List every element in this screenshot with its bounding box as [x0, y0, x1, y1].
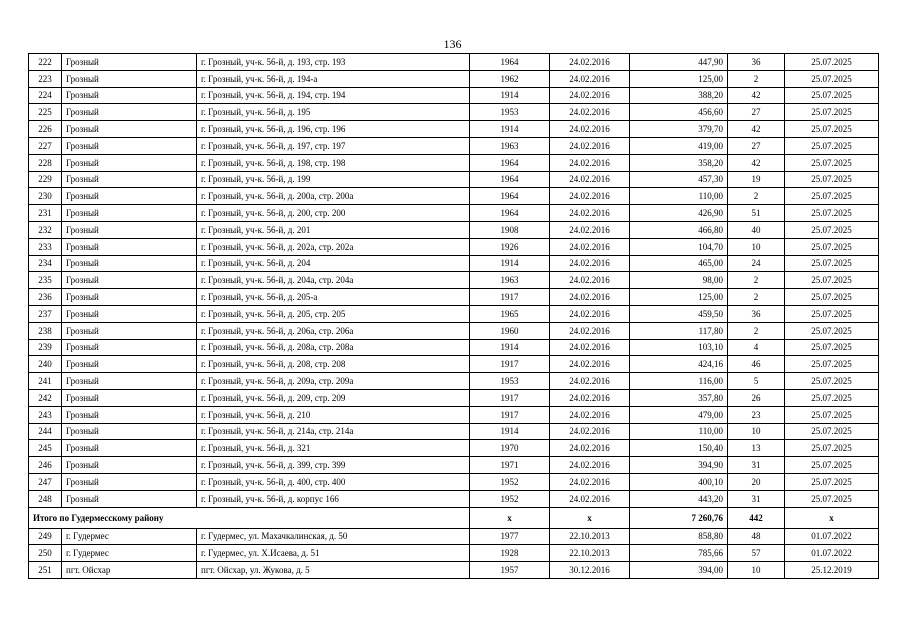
- construction-year-cell: 1964: [470, 205, 550, 222]
- address-cell: г. Грозный, уч-к. 56-й, д. 195: [197, 104, 470, 121]
- construction-year-cell: 1908: [470, 221, 550, 238]
- address-cell: г. Грозный, уч-к. 56-й, д. 206а, стр. 206а: [197, 322, 470, 339]
- residents-cell: 10: [728, 423, 785, 440]
- construction-year-cell: 1965: [470, 305, 550, 322]
- row-number-cell: 233: [29, 238, 62, 255]
- settlement-cell: Грозный: [62, 339, 197, 356]
- area-cell: 150,40: [630, 440, 728, 457]
- row-number-cell: 250: [29, 545, 62, 562]
- resettlement-deadline-cell: 25.07.2025: [785, 289, 879, 306]
- total-deadline: x: [785, 507, 879, 528]
- table-row: [29, 54, 879, 71]
- residents-cell: 40: [728, 221, 785, 238]
- table-row: [29, 205, 879, 222]
- residents-cell: 57: [728, 545, 785, 562]
- total-label: Итого по Гудермесскому району: [29, 507, 470, 528]
- resettlement-deadline-cell: 25.07.2025: [785, 440, 879, 457]
- residents-cell: 10: [728, 562, 785, 579]
- settlement-cell: Грозный: [62, 305, 197, 322]
- recognition-date-cell: 24.02.2016: [550, 406, 630, 423]
- row-number-cell: 234: [29, 255, 62, 272]
- area-cell: 104,70: [630, 238, 728, 255]
- residents-cell: 19: [728, 171, 785, 188]
- residents-cell: 4: [728, 339, 785, 356]
- address-cell: г. Грозный, уч-к. 56-й, д. 204а, стр. 204а: [197, 272, 470, 289]
- resettlement-deadline-cell: 01.07.2022: [785, 545, 879, 562]
- area-cell: 459,50: [630, 305, 728, 322]
- table-row: [29, 137, 879, 154]
- row-number-cell: 232: [29, 221, 62, 238]
- settlement-cell: Грозный: [62, 255, 197, 272]
- construction-year-cell: 1960: [470, 322, 550, 339]
- table-row: [29, 154, 879, 171]
- table-row: [29, 171, 879, 188]
- construction-year-cell: 1917: [470, 289, 550, 306]
- table-row: [29, 373, 879, 390]
- residents-cell: 31: [728, 490, 785, 507]
- row-number-cell: 237: [29, 305, 62, 322]
- table-row: [29, 322, 879, 339]
- total-area: 7 260,76: [630, 507, 728, 528]
- area-cell: 98,00: [630, 272, 728, 289]
- area-cell: 424,16: [630, 356, 728, 373]
- address-cell: г. Грозный, уч-к. 56-й, д. 214а, стр. 214а: [197, 423, 470, 440]
- resettlement-deadline-cell: 25.07.2025: [785, 457, 879, 474]
- address-cell: г. Грозный, уч-к. 56-й, д. 209а, стр. 209а: [197, 373, 470, 390]
- recognition-date-cell: 24.02.2016: [550, 54, 630, 71]
- settlement-cell: Грозный: [62, 289, 197, 306]
- row-number-cell: 235: [29, 272, 62, 289]
- area-cell: 394,90: [630, 457, 728, 474]
- row-number-cell: 226: [29, 121, 62, 138]
- residents-cell: 13: [728, 440, 785, 457]
- area-cell: 479,00: [630, 406, 728, 423]
- row-number-cell: 227: [29, 137, 62, 154]
- residents-cell: 36: [728, 305, 785, 322]
- construction-year-cell: 1928: [470, 545, 550, 562]
- settlement-cell: Грозный: [62, 87, 197, 104]
- settlement-cell: Грозный: [62, 322, 197, 339]
- resettlement-deadline-cell: 25.07.2025: [785, 70, 879, 87]
- residents-cell: 24: [728, 255, 785, 272]
- resettlement-deadline-cell: 25.07.2025: [785, 154, 879, 171]
- construction-year-cell: 1964: [470, 188, 550, 205]
- row-number-cell: 247: [29, 473, 62, 490]
- row-number-cell: 249: [29, 528, 62, 545]
- recognition-date-cell: 24.02.2016: [550, 389, 630, 406]
- settlement-cell: Грозный: [62, 205, 197, 222]
- construction-year-cell: 1963: [470, 272, 550, 289]
- table-row: [29, 255, 879, 272]
- resettlement-deadline-cell: 25.07.2025: [785, 305, 879, 322]
- resettlement-deadline-cell: 25.07.2025: [785, 373, 879, 390]
- row-number-cell: 228: [29, 154, 62, 171]
- area-cell: 379,70: [630, 121, 728, 138]
- row-number-cell: 244: [29, 423, 62, 440]
- area-cell: 466,80: [630, 221, 728, 238]
- area-cell: 125,00: [630, 289, 728, 306]
- settlement-cell: Грозный: [62, 272, 197, 289]
- recognition-date-cell: 24.02.2016: [550, 205, 630, 222]
- address-cell: г. Грозный, уч-к. 56-й, д. 209, стр. 209: [197, 389, 470, 406]
- address-cell: г. Гудермес, ул. Х.Исаева, д. 51: [197, 545, 470, 562]
- construction-year-cell: 1964: [470, 171, 550, 188]
- recognition-date-cell: 24.02.2016: [550, 490, 630, 507]
- address-cell: г. Грозный, уч-к. 56-й, д. 200, стр. 200: [197, 205, 470, 222]
- table-row: [29, 562, 879, 579]
- table-row: [29, 221, 879, 238]
- recognition-date-cell: 24.02.2016: [550, 104, 630, 121]
- area-cell: 400,10: [630, 473, 728, 490]
- recognition-date-cell: 24.02.2016: [550, 356, 630, 373]
- resettlement-deadline-cell: 01.07.2022: [785, 528, 879, 545]
- residents-cell: 2: [728, 272, 785, 289]
- resettlement-deadline-cell: 25.07.2025: [785, 322, 879, 339]
- construction-year-cell: 1964: [470, 154, 550, 171]
- area-cell: 116,00: [630, 373, 728, 390]
- settlement-cell: Грозный: [62, 188, 197, 205]
- address-cell: г. Грозный, уч-к. 56-й, д. 204: [197, 255, 470, 272]
- table-body-before: [29, 54, 879, 508]
- settlement-cell: Грозный: [62, 171, 197, 188]
- address-cell: г. Гудермес, ул. Махачкалинская, д. 50: [197, 528, 470, 545]
- settlement-cell: Грозный: [62, 423, 197, 440]
- area-cell: 357,80: [630, 389, 728, 406]
- recognition-date-cell: 24.02.2016: [550, 423, 630, 440]
- row-number-cell: 242: [29, 389, 62, 406]
- table-row: [29, 305, 879, 322]
- recognition-date-cell: 24.02.2016: [550, 137, 630, 154]
- recognition-date-cell: 24.02.2016: [550, 440, 630, 457]
- settlement-cell: Грозный: [62, 473, 197, 490]
- construction-year-cell: 1926: [470, 238, 550, 255]
- address-cell: г. Грозный, уч-к. 56-й, д. 399, стр. 399: [197, 457, 470, 474]
- residents-cell: 23: [728, 406, 785, 423]
- construction-year-cell: 1914: [470, 121, 550, 138]
- total-residents: 442: [728, 507, 785, 528]
- residents-cell: 27: [728, 137, 785, 154]
- row-number-cell: 229: [29, 171, 62, 188]
- construction-year-cell: 1970: [470, 440, 550, 457]
- recognition-date-cell: 22.10.2013: [550, 545, 630, 562]
- settlement-cell: Грозный: [62, 406, 197, 423]
- resettlement-deadline-cell: 25.07.2025: [785, 339, 879, 356]
- address-cell: г. Грозный, уч-к. 56-й, д. 208, стр. 208: [197, 356, 470, 373]
- table-row: [29, 389, 879, 406]
- resettlement-deadline-cell: 25.07.2025: [785, 221, 879, 238]
- table-row: [29, 121, 879, 138]
- resettlement-deadline-cell: 25.07.2025: [785, 121, 879, 138]
- table-row: [29, 545, 879, 562]
- construction-year-cell: 1952: [470, 490, 550, 507]
- address-cell: г. Грозный, уч-к. 56-й, д. 210: [197, 406, 470, 423]
- address-cell: г. Грозный, уч-к. 56-й, д. 205-а: [197, 289, 470, 306]
- row-number-cell: 236: [29, 289, 62, 306]
- resettlement-deadline-cell: 25.07.2025: [785, 423, 879, 440]
- construction-year-cell: 1917: [470, 389, 550, 406]
- recognition-date-cell: 24.02.2016: [550, 221, 630, 238]
- residents-cell: 46: [728, 356, 785, 373]
- table-row: [29, 528, 879, 545]
- residents-cell: 48: [728, 528, 785, 545]
- district-total-row: [29, 507, 879, 528]
- area-cell: 858,80: [630, 528, 728, 545]
- resettlement-deadline-cell: 25.07.2025: [785, 473, 879, 490]
- settlement-cell: Грозный: [62, 490, 197, 507]
- row-number-cell: 239: [29, 339, 62, 356]
- construction-year-cell: 1963: [470, 137, 550, 154]
- recognition-date-cell: 24.02.2016: [550, 154, 630, 171]
- residents-cell: 5: [728, 373, 785, 390]
- table-row: [29, 104, 879, 121]
- residents-cell: 20: [728, 473, 785, 490]
- settlement-cell: г. Гудермес: [62, 545, 197, 562]
- recognition-date-cell: 24.02.2016: [550, 473, 630, 490]
- residents-cell: 2: [728, 289, 785, 306]
- address-cell: г. Грозный, уч-к. 56-й, д. 202а, стр. 202а: [197, 238, 470, 255]
- resettlement-deadline-cell: 25.07.2025: [785, 490, 879, 507]
- area-cell: 110,00: [630, 423, 728, 440]
- construction-year-cell: 1917: [470, 356, 550, 373]
- address-cell: г. Грозный, уч-к. 56-й, д. 205, стр. 205: [197, 305, 470, 322]
- recognition-date-cell: 30.12.2016: [550, 562, 630, 579]
- row-number-cell: 251: [29, 562, 62, 579]
- page-number: 136: [443, 37, 462, 51]
- row-number-cell: 238: [29, 322, 62, 339]
- table-row: [29, 87, 879, 104]
- construction-year-cell: 1914: [470, 423, 550, 440]
- address-cell: г. Грозный, уч-к. 56-й, д. 400, стр. 400: [197, 473, 470, 490]
- address-cell: пгт. Ойсхар, ул. Жукова, д. 5: [197, 562, 470, 579]
- recognition-date-cell: 24.02.2016: [550, 373, 630, 390]
- construction-year-cell: 1957: [470, 562, 550, 579]
- recognition-date-cell: 24.02.2016: [550, 87, 630, 104]
- row-number-cell: 222: [29, 54, 62, 71]
- area-cell: 426,90: [630, 205, 728, 222]
- address-cell: г. Грозный, уч-к. 56-й, д. 199: [197, 171, 470, 188]
- table-row: [29, 440, 879, 457]
- area-cell: 125,00: [630, 70, 728, 87]
- row-number-cell: 246: [29, 457, 62, 474]
- area-cell: 110,00: [630, 188, 728, 205]
- area-cell: 394,00: [630, 562, 728, 579]
- resettlement-deadline-cell: 25.07.2025: [785, 104, 879, 121]
- settlement-cell: Грозный: [62, 389, 197, 406]
- row-number-cell: 230: [29, 188, 62, 205]
- address-cell: г. Грозный, уч-к. 56-й, д. 208а, стр. 208а: [197, 339, 470, 356]
- table-row: [29, 423, 879, 440]
- recognition-date-cell: 24.02.2016: [550, 121, 630, 138]
- row-number-cell: 223: [29, 70, 62, 87]
- construction-year-cell: 1962: [470, 70, 550, 87]
- row-number-cell: 231: [29, 205, 62, 222]
- address-cell: г. Грозный, уч-к. 56-й, д. 197, стр. 197: [197, 137, 470, 154]
- settlement-cell: Грозный: [62, 457, 197, 474]
- residents-cell: 42: [728, 87, 785, 104]
- resettlement-deadline-cell: 25.07.2025: [785, 87, 879, 104]
- area-cell: 456,60: [630, 104, 728, 121]
- address-cell: г. Грозный, уч-к. 56-й, д. 194-а: [197, 70, 470, 87]
- area-cell: 447,90: [630, 54, 728, 71]
- address-cell: г. Грозный, уч-к. 56-й, д. 196, стр. 196: [197, 121, 470, 138]
- table-body-after: [29, 528, 879, 578]
- resettlement-deadline-cell: 25.07.2025: [785, 255, 879, 272]
- address-cell: г. Грозный, уч-к. 56-й, д. 321: [197, 440, 470, 457]
- row-number-cell: 224: [29, 87, 62, 104]
- area-cell: 443,20: [630, 490, 728, 507]
- row-number-cell: 245: [29, 440, 62, 457]
- resettlement-deadline-cell: 25.07.2025: [785, 272, 879, 289]
- total-date: x: [550, 507, 630, 528]
- recognition-date-cell: 24.02.2016: [550, 171, 630, 188]
- residents-cell: 51: [728, 205, 785, 222]
- settlement-cell: Грозный: [62, 70, 197, 87]
- row-number-cell: 248: [29, 490, 62, 507]
- settlement-cell: г. Гудермес: [62, 528, 197, 545]
- table-row: [29, 473, 879, 490]
- residents-cell: 26: [728, 389, 785, 406]
- recognition-date-cell: 22.10.2013: [550, 528, 630, 545]
- recognition-date-cell: 24.02.2016: [550, 457, 630, 474]
- residents-cell: 36: [728, 54, 785, 71]
- table-row: [29, 238, 879, 255]
- residents-cell: 10: [728, 238, 785, 255]
- row-number-cell: 241: [29, 373, 62, 390]
- resettlement-deadline-cell: 25.07.2025: [785, 356, 879, 373]
- resettlement-deadline-cell: 25.07.2025: [785, 54, 879, 71]
- construction-year-cell: 1914: [470, 255, 550, 272]
- row-number-cell: 240: [29, 356, 62, 373]
- area-cell: 358,20: [630, 154, 728, 171]
- residents-cell: 31: [728, 457, 785, 474]
- residents-cell: 42: [728, 154, 785, 171]
- table-row: [29, 457, 879, 474]
- table-row: [29, 339, 879, 356]
- recognition-date-cell: 24.02.2016: [550, 238, 630, 255]
- residents-cell: 2: [728, 188, 785, 205]
- address-cell: г. Грозный, уч-к. 56-й, д. 200а, стр. 200а: [197, 188, 470, 205]
- resettlement-deadline-cell: 25.12.2019: [785, 562, 879, 579]
- resettlement-deadline-cell: 25.07.2025: [785, 406, 879, 423]
- table-body-total: [29, 507, 879, 528]
- area-cell: 419,00: [630, 137, 728, 154]
- settlement-cell: Грозный: [62, 104, 197, 121]
- address-cell: г. Грозный, уч-к. 56-й, д. 201: [197, 221, 470, 238]
- area-cell: 785,66: [630, 545, 728, 562]
- housing-register-table: [28, 53, 879, 579]
- recognition-date-cell: 24.02.2016: [550, 272, 630, 289]
- resettlement-deadline-cell: 25.07.2025: [785, 171, 879, 188]
- settlement-cell: Грозный: [62, 373, 197, 390]
- settlement-cell: Грозный: [62, 137, 197, 154]
- recognition-date-cell: 24.02.2016: [550, 322, 630, 339]
- table-row: [29, 356, 879, 373]
- area-cell: 457,30: [630, 171, 728, 188]
- construction-year-cell: 1977: [470, 528, 550, 545]
- area-cell: 388,20: [630, 87, 728, 104]
- row-number-cell: 225: [29, 104, 62, 121]
- table-row: [29, 70, 879, 87]
- address-cell: г. Грозный, уч-к. 56-й, д. 198, стр. 198: [197, 154, 470, 171]
- construction-year-cell: 1917: [470, 406, 550, 423]
- settlement-cell: Грозный: [62, 54, 197, 71]
- construction-year-cell: 1971: [470, 457, 550, 474]
- table-row: [29, 289, 879, 306]
- area-cell: 465,00: [630, 255, 728, 272]
- recognition-date-cell: 24.02.2016: [550, 188, 630, 205]
- total-year: x: [470, 507, 550, 528]
- resettlement-deadline-cell: 25.07.2025: [785, 137, 879, 154]
- resettlement-deadline-cell: 25.07.2025: [785, 238, 879, 255]
- area-cell: 117,80: [630, 322, 728, 339]
- construction-year-cell: 1953: [470, 104, 550, 121]
- recognition-date-cell: 24.02.2016: [550, 289, 630, 306]
- table-row: [29, 490, 879, 507]
- resettlement-deadline-cell: 25.07.2025: [785, 389, 879, 406]
- settlement-cell: Грозный: [62, 221, 197, 238]
- settlement-cell: Грозный: [62, 238, 197, 255]
- address-cell: г. Грозный, уч-к. 56-й, д. 193, стр. 193: [197, 54, 470, 71]
- recognition-date-cell: 24.02.2016: [550, 339, 630, 356]
- recognition-date-cell: 24.02.2016: [550, 255, 630, 272]
- address-cell: г. Грозный, уч-к. 56-й, д. корпус 166: [197, 490, 470, 507]
- resettlement-deadline-cell: 25.07.2025: [785, 205, 879, 222]
- table-row: [29, 272, 879, 289]
- construction-year-cell: 1952: [470, 473, 550, 490]
- construction-year-cell: 1964: [470, 54, 550, 71]
- settlement-cell: Грозный: [62, 356, 197, 373]
- area-cell: 103,10: [630, 339, 728, 356]
- row-number-cell: 243: [29, 406, 62, 423]
- settlement-cell: Грозный: [62, 440, 197, 457]
- construction-year-cell: 1914: [470, 87, 550, 104]
- settlement-cell: Грозный: [62, 121, 197, 138]
- settlement-cell: пгт. Ойсхар: [62, 562, 197, 579]
- residents-cell: 42: [728, 121, 785, 138]
- table-row: [29, 406, 879, 423]
- residents-cell: 2: [728, 70, 785, 87]
- construction-year-cell: 1953: [470, 373, 550, 390]
- recognition-date-cell: 24.02.2016: [550, 70, 630, 87]
- resettlement-deadline-cell: 25.07.2025: [785, 188, 879, 205]
- table-row: [29, 188, 879, 205]
- address-cell: г. Грозный, уч-к. 56-й, д. 194, стр. 194: [197, 87, 470, 104]
- residents-cell: 27: [728, 104, 785, 121]
- settlement-cell: Грозный: [62, 154, 197, 171]
- recognition-date-cell: 24.02.2016: [550, 305, 630, 322]
- residents-cell: 2: [728, 322, 785, 339]
- construction-year-cell: 1914: [470, 339, 550, 356]
